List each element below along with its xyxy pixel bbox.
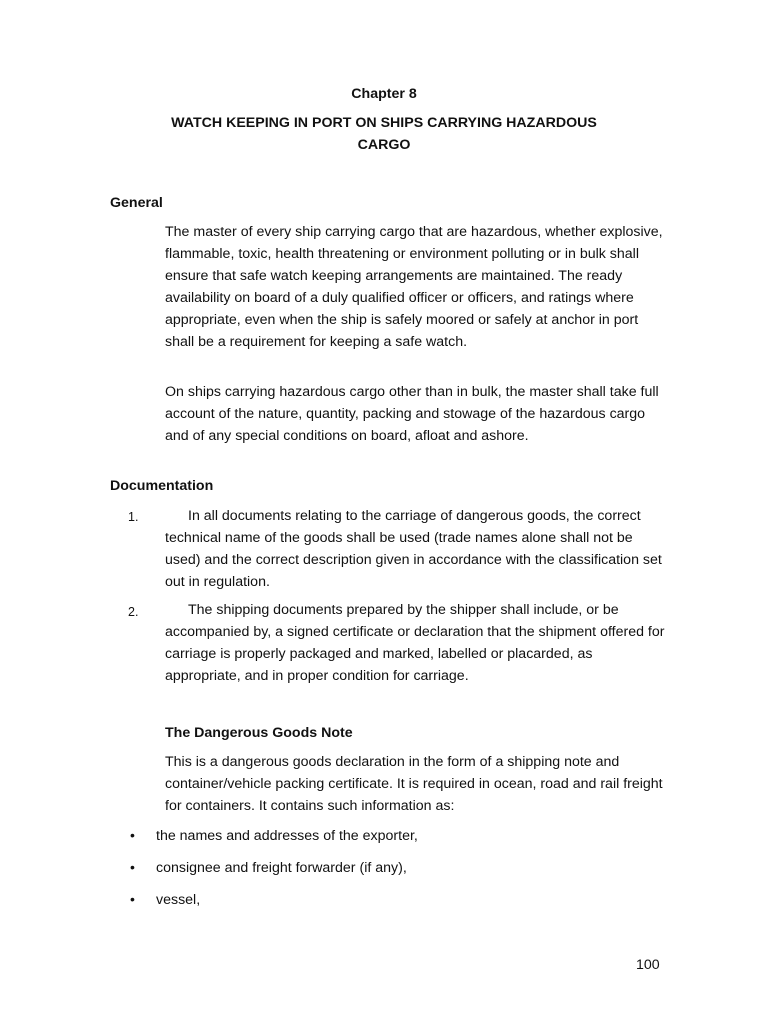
bullet-icon: • <box>130 859 135 875</box>
list-item-text: The shipping documents prepared by the shipper shall include, or be accompanied by, a signed certificate or declaration that the shipment offered for carriage is properly packaged and marked, labelled or placarded, as appropriate, and in proper condition for carriage. <box>165 602 665 684</box>
chapter-label: Chapter 8 <box>351 86 417 102</box>
bullet-item: vessel, <box>156 892 201 908</box>
general-paragraph-1: The master of every ship carrying cargo that are hazardous, whether explosive, flammable, toxic, health threatening or environment polluting or in bulk shall ensure that safe watch keeping arrangements are maintained. The ready availability on board of a duly qualified officer or officers, and ratings where appropriate, even when the ship is safely moored or safely at anchor in port shall be a requirement for keeping a safe watch. <box>165 224 663 350</box>
list-item-number: 2. <box>128 605 139 619</box>
bullet-item: the names and addresses of the exporter, <box>156 828 418 844</box>
bullet-icon: • <box>130 827 135 843</box>
list-item-number: 1. <box>128 510 139 524</box>
documentation-heading: Documentation <box>110 478 214 494</box>
list-item-text: In all documents relating to the carriage of dangerous goods, the correct technical name of the goods shall be used (trade names alone shall not be used) and the correct description given in accordance with the classification set out in regulation. <box>165 508 662 590</box>
page-number: 100 <box>636 957 660 973</box>
general-heading: General <box>110 195 163 211</box>
chapter-title-line1: WATCH KEEPING IN PORT ON SHIPS CARRYING HAZARDOUS <box>171 115 597 131</box>
chapter-title-line2: CARGO <box>357 137 411 153</box>
bullet-item: consignee and freight forwarder (if any), <box>156 860 407 876</box>
dangerous-goods-note-paragraph: This is a dangerous goods declaration in the form of a shipping note and container/vehicle packing certificate. It is required in ocean, road and rail freight for containers. It contains such information as: <box>165 754 663 814</box>
bullet-icon: • <box>130 891 135 907</box>
dangerous-goods-note-heading: The Dangerous Goods Note <box>165 725 353 741</box>
general-paragraph-2: On ships carrying hazardous cargo other than in bulk, the master shall take full account of the nature, quantity, packing and stowage of the hazardous cargo and of any special conditions on board, afloat and ashore. <box>165 384 659 444</box>
